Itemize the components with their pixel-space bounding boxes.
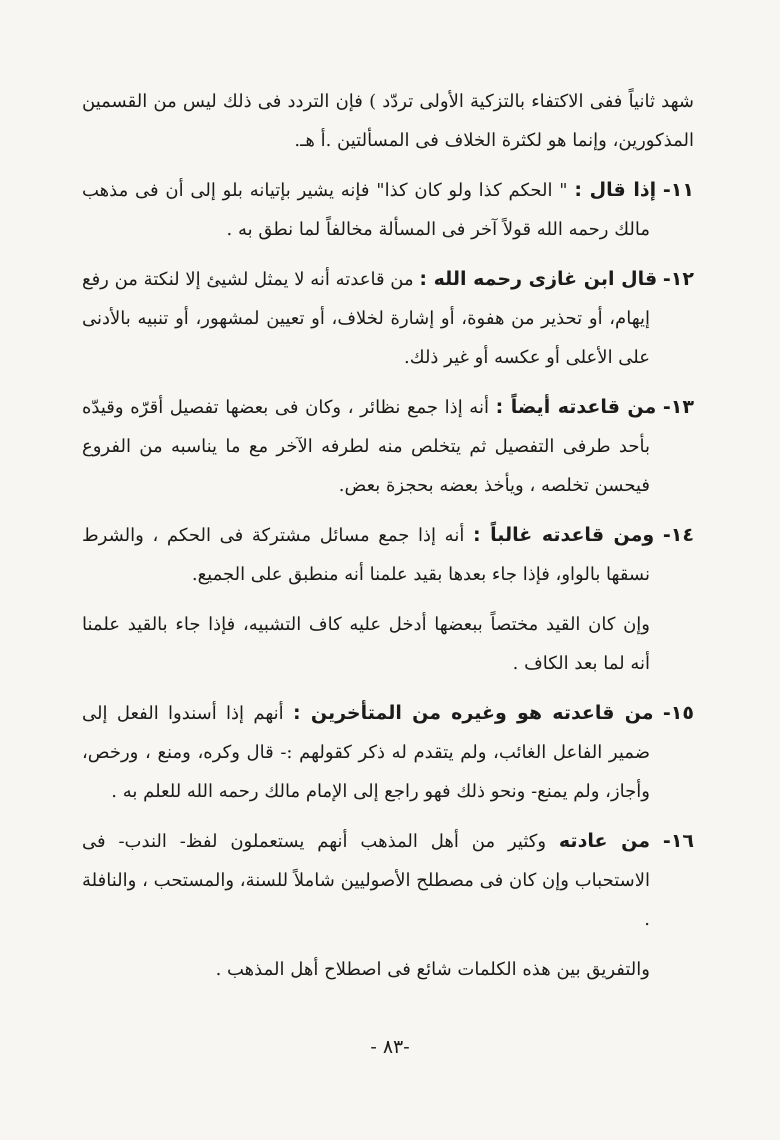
- paragraph-number: ١١-: [662, 179, 694, 201]
- page-number: -٨٣ -: [370, 1036, 410, 1058]
- paragraph-continuation: [82, 82, 694, 160]
- paragraph-14-continued: [82, 605, 694, 683]
- paragraph-15: [82, 694, 694, 811]
- paragraph-text: أنه إذا جمع مسائل مشتركة فى الحكم ، والشرط نسقها بالواو، فإذا جاء بعدها بقيد علمنا أنه منطبق على الجميع.: [82, 525, 650, 585]
- paragraph-number: ١٦-: [662, 830, 695, 852]
- paragraph-16: [82, 822, 694, 939]
- paragraph-text: أنه إذا جمع نظائر ، وكان فى بعضها تفصيل أقرّه وقيدّه بأحد طرفى التفصيل ثم يتخلص منه لطرفه الآخر مع ما يناسبه من الفروع فيحسن تخلصه ، ويأخذ بعضه بحجزة بعض.: [82, 397, 650, 496]
- paragraph-12: [82, 260, 694, 377]
- paragraph-heading: من عادته: [558, 830, 651, 852]
- paragraph-heading: من قاعدته هو وغيره من المتأخرين :: [293, 702, 654, 724]
- paragraph-number: ١٣-: [662, 396, 694, 418]
- paragraph-heading: قال ابن غازى رحمه الله :: [419, 268, 658, 290]
- paragraph-heading: من قاعدته أيضاً :: [495, 396, 657, 418]
- paragraph-heading: ومن قاعدته غالباً :: [473, 524, 655, 546]
- paragraph-11: [82, 171, 694, 249]
- paragraph-text: وإن كان القيد مختصاً ببعضها أدخل عليه كاف التشبيه، فإذا جاء بالقيد علمنا أنه لما بعد الكاف .: [82, 614, 650, 674]
- paragraph-text: وكثير من أهل المذهب أنهم يستعملون لفظ- الندب- فى الاستحباب وإن كان فى مصطلح الأصوليين شاملاً للسنة، والمستحب ، والنافلة .: [82, 831, 650, 930]
- paragraph-number: ١٢-: [662, 268, 694, 290]
- paragraph-13: [82, 388, 694, 505]
- paragraph-text: أنهم إذا أسندوا الفعل إلى ضمير الفاعل الغائب، ولم يتقدم له ذكر كقولهم :- قال وكره، ومنع ، ورخص، وأجاز، ولم يمنع- ونحو ذلك فهو راجع إلى الإمام مالك رحمه الله للعلم به .: [82, 703, 650, 802]
- paragraph-16-continued: [82, 950, 694, 989]
- paragraph-14: [82, 516, 694, 594]
- paragraph-heading: إذا قال :: [574, 179, 657, 201]
- paragraph-text: " الحكم كذا ولو كان كذا" فإنه يشير بإتيانه بلو إلى أن فى مذهب مالك رحمه الله قولاً آخر فى المسألة مخالفاً لما نطق به .: [82, 180, 650, 240]
- page-body: [82, 82, 694, 1000]
- paragraph-number: ١٤-: [662, 524, 694, 546]
- paragraph-text: من قاعدته أنه لا يمثل لشيئ إلا لنكتة من رفع إيهام، أو تحذير من هفوة، أو إشارة لخلاف، أو تعيين لمشهور، أو تنبيه بالأدنى على الأعلى أو عكسه أو غير ذلك.: [82, 269, 650, 368]
- paragraph-text: شهد ثانياً ففى الاكتفاء بالتزكية الأولى تردّد ) فإن التردد فى ذلك ليس من القسمين المذكورين، وإنما هو لكثرة الخلاف فى المسألتين .أ هـ.: [82, 91, 694, 151]
- paragraph-text: والتفريق بين هذه الكلمات شائع فى اصطلاح أهل المذهب .: [215, 959, 650, 980]
- paragraph-number: ١٥-: [662, 702, 694, 724]
